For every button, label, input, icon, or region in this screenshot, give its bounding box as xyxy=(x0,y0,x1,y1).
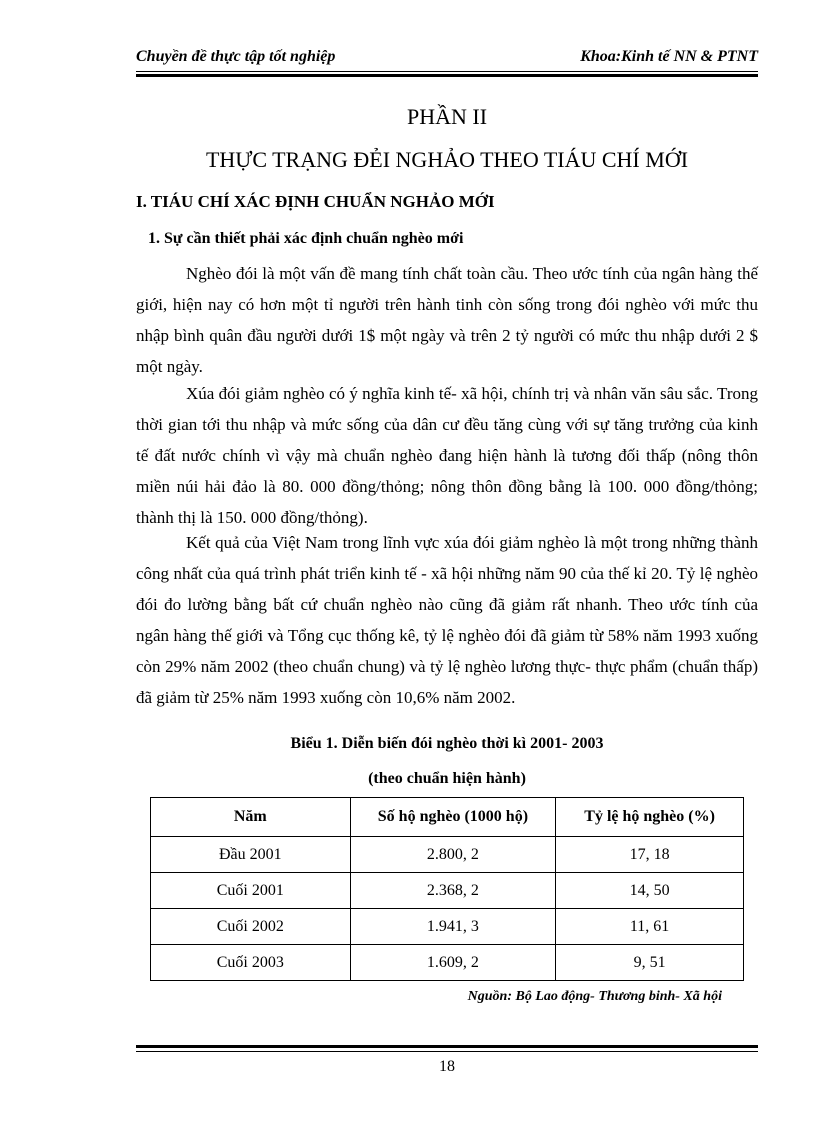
cell-households: 2.368, 2 xyxy=(350,873,556,909)
table-row xyxy=(151,873,744,909)
table-row xyxy=(151,837,744,873)
part-title: PHẦN II xyxy=(406,104,488,129)
table-row xyxy=(151,945,744,981)
header-poverty-rate: Tỷ lệ hộ nghèo (%) xyxy=(556,798,744,837)
table-header-row xyxy=(151,798,744,837)
cell-year: Cuối 2001 xyxy=(151,873,351,909)
page-number: 18 xyxy=(439,1058,455,1075)
table-subcaption: (theo chuẩn hiện hành) xyxy=(368,770,526,787)
footer-rule-thick xyxy=(136,1045,758,1048)
footer-rule-thin xyxy=(136,1051,758,1052)
paragraph-1: Nghèo đói là một vấn đề mang tính chất toàn cầu. Theo ước tính của ngân hàng thế giới, hiện nay có hơn một tỉ người trên hành tinh còn sống trong đói nghèo với mức thu nhập bình quân đầu người dưới 1$ một ngày và trên 2 tỷ người có mức thu nhập dưới 2 $ một ngày. xyxy=(136,264,758,376)
cell-rate: 17, 18 xyxy=(556,837,744,873)
cell-year: Đầu 2001 xyxy=(151,837,351,873)
table-row xyxy=(151,909,744,945)
cell-rate: 11, 61 xyxy=(556,909,744,945)
cell-households: 2.800, 2 xyxy=(350,837,556,873)
paragraph-2: Xúa đói giảm nghèo có ý nghĩa kinh tế- xã hội, chính trị và nhân văn sâu sắc. Trong thời gian tới thu nhập và mức sống của dân cư đều tăng cùng với sự tăng trưởng của kinh tế đất nước chính vì vậy mà chuẩn nghèo đang hiện hành là tương đối thấp (nông thôn miền núi hải đảo là 80. 000 đồng/thỏng; nông thôn đồng bằng là 100. 000 đồng/thỏng; thành thị là 150. 000 đồng/thỏng). xyxy=(136,384,758,527)
page-header xyxy=(136,48,758,70)
table-source: Nguồn: Bộ Lao động- Thương binh- Xã hội xyxy=(467,989,722,1004)
header-rule-thin xyxy=(136,71,758,72)
header-year: Năm xyxy=(151,798,351,837)
table-caption: Biểu 1. Diễn biến đói nghèo thời kì 2001- 2003 xyxy=(290,735,604,752)
header-poor-households: Số hộ nghèo (1000 hộ) xyxy=(350,798,556,837)
main-title: THỰC TRẠNG ĐẺI NGHẢO THEO TIÁU CHÍ MỚI xyxy=(205,147,689,172)
cell-households: 1.609, 2 xyxy=(350,945,556,981)
header-rule-thick xyxy=(136,74,758,77)
sub-heading: 1. Sự cần thiết phải xác định chuẩn nghèo mới xyxy=(148,230,464,247)
cell-households: 1.941, 3 xyxy=(350,909,556,945)
header-left-text: Chuyền đề thực tập tốt nghiệp xyxy=(136,48,336,65)
poverty-table xyxy=(150,797,744,981)
paragraph-3: Kết quả của Việt Nam trong lĩnh vực xúa đói giảm nghèo là một trong những thành công nhất của quá trình phát triển kinh tế - xã hội những năm 90 của thế kỉ 20. Tỷ lệ nghèo đói đo lường bằng bất cứ chuẩn nghèo nào cũng đã giảm rất nhanh. Theo ước tính của ngân hàng thế giới và Tổng cục thống kê, tỷ lệ nghèo đói đã giảm từ 58% năm 1993 xuống còn 29% năm 2002 (theo chuẩn chung) và tỷ lệ nghèo lương thực- thực phẩm (chuẩn thấp) đã giảm từ 25% năm 1993 xuống còn 10,6% năm 2002. xyxy=(136,533,758,707)
cell-rate: 14, 50 xyxy=(556,873,744,909)
header-right-text: Khoa:Kinh tế NN & PTNT xyxy=(580,48,758,65)
cell-year: Cuối 2003 xyxy=(151,945,351,981)
cell-rate: 9, 51 xyxy=(556,945,744,981)
cell-year: Cuối 2002 xyxy=(151,909,351,945)
section-heading: I. TIÁU CHÍ XÁC ĐỊNH CHUẨN NGHẢO MỚI xyxy=(136,192,495,211)
